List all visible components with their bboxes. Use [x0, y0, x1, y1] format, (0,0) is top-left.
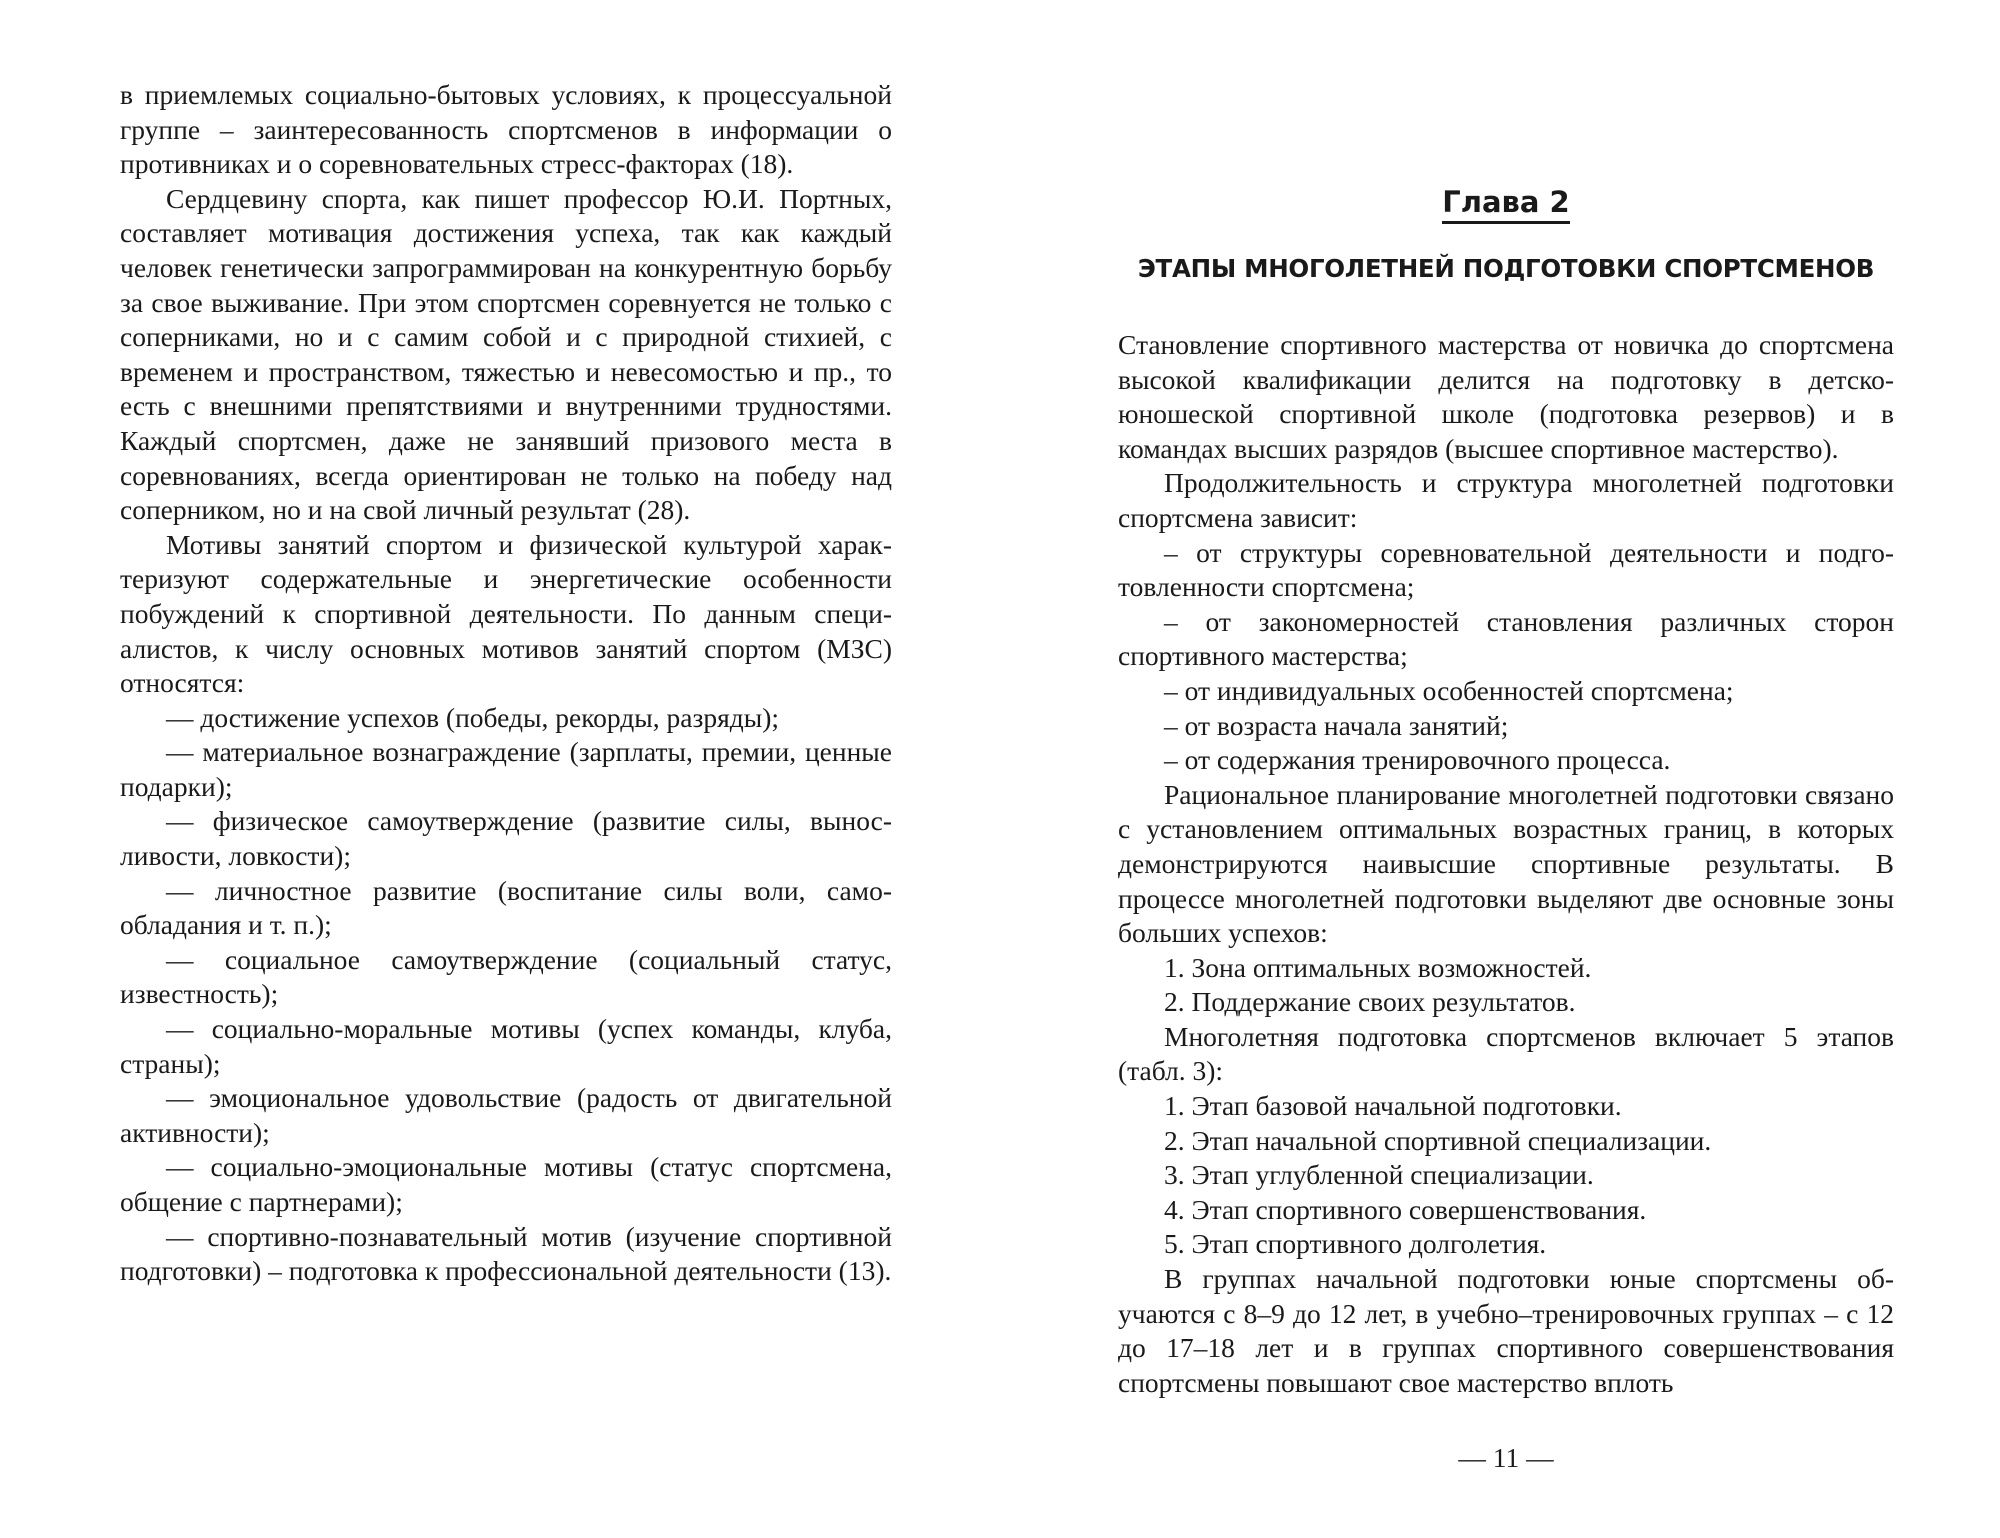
list-item: — материальное вознаграждение (зарплаты, премии, ценные подарки); — [120, 736, 892, 802]
paragraph-planning: Рациональное планирование многолетней подготовки связано с установлением оптимальных возрастных границ, в которых демонстрируются наивысшие спортивные результаты. В процессе многолетней подготовки выделяют две основные зоны больших успехов: — [1118, 778, 1894, 949]
list-item: – от структуры соревновательной деятельности и подготовленности спортсмена; — [1118, 536, 1894, 603]
paragraph-continuation: в приемлемых социально-бытовых условиях, к процессуальной группе – заинтересованность спортсменов в информации о противниках и о соревновательных стресс-факторах (18). — [120, 79, 892, 180]
paragraph-success-motivation: Сердцевину спорта, как пишет профессор Ю.И. Портных, составляет мотивация достижения успеха, так как каждый человек генетически запрограммирован на конкурентную борьбу за свое выживание. При этом спортсмен соревнуется не только с соперниками, но и с самим собой и с природной стихией, с временем и пространством, тяжестью и невесомостью и пр., то есть с внешними препятствиями и внутренними трудностями. Каждый спортсмен, даже не занявший призового места в соревнованиях, всегда ориентирован не только на победу над соперником, но и на свой личный результат (28). — [120, 182, 892, 526]
list-item: – от закономерностей становления различных сторон спортивного мастерства; — [1118, 605, 1894, 672]
chapter-title: ЭТАПЫ МНОГОЛЕТНЕЙ ПОДГОТОВКИ СПОРТСМЕНОВ — [1137, 254, 1875, 283]
list-item: 2. Этап начальной спортивной специализации. — [1164, 1124, 1712, 1156]
list-item: — социально-моральные мотивы (успех команды, клуба, страны); — [120, 1013, 892, 1079]
left-page — [120, 78, 892, 1289]
paragraph-groups: В группах начальной подготовки юные спортсмены обучаются с 8–9 до 12 лет, в учебно–тренировочных группах – с 12 до 17–18 лет и в группах спортивного совершенствования спортсмены повышают свое мастерство вплоть — [1118, 1263, 1894, 1398]
paragraph-stages: Многолетняя подготовка спортсменов включает 5 этапов (табл. 3): — [1118, 1020, 1894, 1087]
zones-list — [1118, 951, 1894, 1020]
list-item: — спортивно-познавательный мотив (изучение спортивной подготовки) – подготовка к профессиональной деятельности (13). — [120, 1220, 892, 1287]
chapter-label — [1118, 184, 1894, 220]
motives-list — [120, 701, 892, 1289]
list-item: – от содержания тренировочного процесса. — [1164, 744, 1671, 776]
list-item: — социально-эмоциональные мотивы (статус спортсмена, общение с партнерами); — [120, 1151, 892, 1217]
list-item: 5. Этап спортивного долголетия. — [1164, 1228, 1547, 1260]
page-number: — 11 — — [1458, 1442, 1554, 1473]
stages-list — [1118, 1089, 1894, 1262]
right-page — [1118, 184, 1894, 1400]
list-item: — социальное самоутверждение (социальный статус, известность); — [120, 943, 892, 1010]
list-item: – от индивидуальных особенностей спортсмена; — [1164, 674, 1734, 706]
chapter-label-text: Глава 2 — [1442, 185, 1569, 224]
list-item: — физическое самоутверждение (развитие силы, выносливости, ловкости); — [120, 805, 892, 872]
list-item: 4. Этап спортивного совершенствования. — [1164, 1193, 1647, 1225]
paragraph-duration: Продолжительность и структура многолетней подготовки спортсмена зависит: — [1118, 467, 1894, 533]
list-item: 3. Этап углубленной специализации. — [1164, 1159, 1594, 1191]
depends-list — [1118, 536, 1894, 778]
paragraph-intro: Становление спортивного мастерства от новичка до спортсмена высокой квалификации делится на подготовку в детско-юношеской спортивной школе (подготовка резервов) и в командах высших разрядов (высшее спортивное мастерство). — [1118, 329, 1894, 464]
paragraph-sport-motives: Мотивы занятий спортом и физической культурой характеризуют содержательные и энергетические особенности побуждений к спортивной деятельности. По данным специалистов, к числу основных мотивов занятий спортом (МЗС) относятся: — [120, 528, 892, 699]
list-item: — эмоциональное удовольствие (радость от двигательной активности); — [120, 1082, 892, 1148]
list-item: – от возраста начала занятий; — [1164, 709, 1509, 741]
list-item: — достижение успехов (победы, рекорды, разряды); — [166, 701, 780, 733]
list-item: — личностное развитие (воспитание силы воли, самообладания и т. п.); — [120, 874, 892, 941]
list-item: 1. Зона оптимальных возможностей. — [1164, 951, 1592, 983]
list-item: 2. Поддержание своих результатов. — [1164, 986, 1576, 1018]
list-item: 1. Этап базовой начальной подготовки. — [1164, 1090, 1622, 1122]
